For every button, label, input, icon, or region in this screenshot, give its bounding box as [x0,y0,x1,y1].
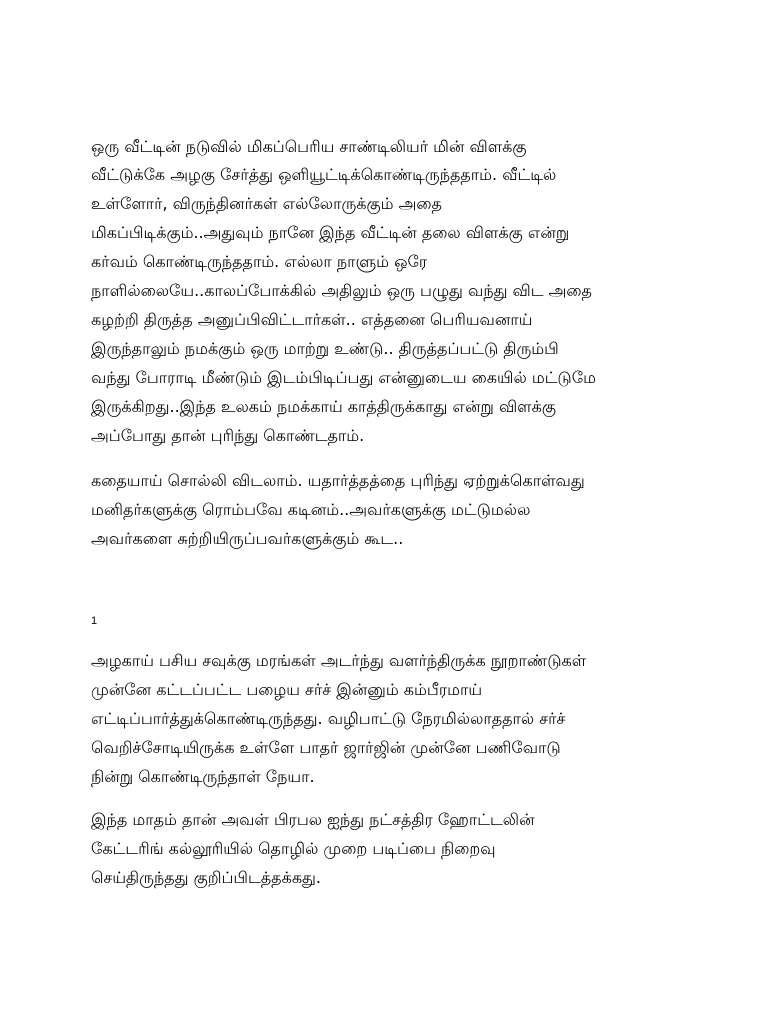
paragraph-3-line-2: முன்னே கட்டப்பட்ட பழைய சர்ச் இன்னும் கம்பீரமாய் [91,680,483,699]
paragraph-1-line-7: கழற்றி திருத்த அனுப்பிவிட்டார்கள்.. எத்தனை பெரியவனாய் [91,310,533,329]
paragraph-4-line-2: கேட்டரிங் கல்லூரியில் தொழில் முறை படிப்பை நிறைவு [91,839,496,858]
paragraph-1-line-5: கர்வம் கொண்டிருந்ததாம். எல்லா நாளும் ஒரே [91,252,428,271]
paragraph-1-line-1: ஒரு வீட்டின் நடுவில் மிகப்பெரிய சாண்டிலியர் மின் விளக்கு [91,137,527,156]
paragraph-1-line-2: வீட்டுக்கே அழகு சேர்த்து ஒளியூட்டிக்கொண்டிருந்ததாம். வீட்டில் [91,165,557,184]
paragraph-1-line-9: வந்து போராடி மீண்டும் இடம்பிடிப்பது என்னுடைய கையில் மட்டுமே [91,368,596,387]
paragraph-2-line-3: அவர்களை சுற்றியிருப்பவர்களுக்கும் கூட.. [91,529,404,548]
chapter-number: 1 [91,615,98,627]
paragraph-3-line-3: எட்டிப்பார்த்துக்கொண்டிருந்தது. வழிபாட்டு நேரமில்லாததால் சர்ச் [91,709,566,728]
paragraph-1-line-10: இருக்கிறது..இந்த உலகம் நமக்காய் காத்திருக்காது என்று விளக்கு [91,397,556,416]
paragraph-1-line-6: நாளில்லையே..காலப்போக்கில் அதிலும் ஒரு பழுது வந்து விட அதை [91,281,592,300]
paragraph-1-line-11: அப்போது தான் புரிந்து கொண்டதாம். [91,426,365,445]
paragraph-3-line-1: அழகாய் பசிய சவுக்கு மரங்கள் அடர்ந்து வளர்ந்திருக்க நூறாண்டுகள் [91,651,587,670]
paragraph-3-line-4: வெறிச்சோடியிருக்க உள்ளே பாதர் ஜார்ஜின் முன்னே பணிவோடு [91,738,561,757]
paragraph-3-line-5: நின்று கொண்டிருந்தாள் நேயா. [91,767,315,786]
paragraph-4-line-1: இந்த மாதம் தான் அவள் பிரபல ஐந்து நட்சத்திர ஹோட்டலின் [91,810,535,829]
paragraph-1-line-3: உள்ளோர், விருந்தினர்கள் எல்லோருக்கும் அதை [91,194,442,213]
paragraph-4-line-3: செய்திருந்தது குறிப்பிடத்தக்கது. [91,868,322,887]
paragraph-2-line-1: கதையாய் சொல்லி விடலாம். யதார்த்தத்தை புரிந்து ஏற்றுக்கொள்வது [91,471,585,490]
paragraph-1-line-8: இருந்தாலும் நமக்கும் ஒரு மாற்று உண்டு.. திருத்தப்பட்டு திரும்பி [91,339,559,358]
paragraph-1-line-4: மிகப்பிடிக்கும்..அதுவும் நானே இந்த வீட்டின் தலை விளக்கு என்று [91,223,570,242]
paragraph-2-line-2: மனிதர்களுக்கு ரொம்பவே கடினம்..அவர்களுக்கு மட்டுமல்ல [91,500,531,519]
